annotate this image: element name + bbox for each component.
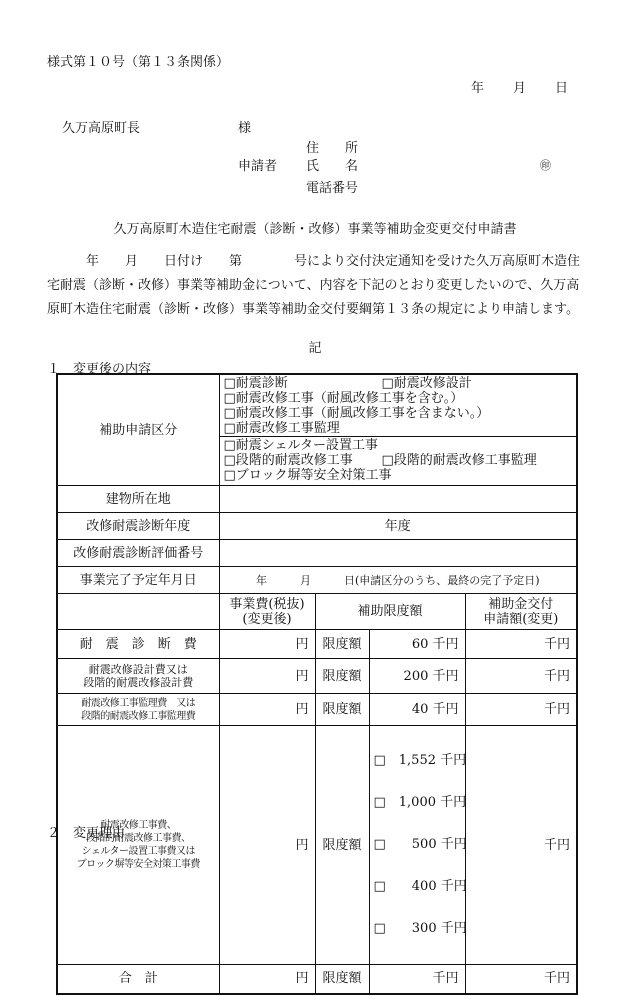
row-label-supervision: 耐震改修工事監理費 又は 段階的耐震改修工事監理費 [57, 694, 219, 726]
apply-field[interactable]: 千円 [465, 694, 577, 726]
date-month: 月 [513, 81, 527, 96]
checkbox-staged-supervision[interactable]: □段階的耐震改修工事監理 [381, 453, 537, 468]
diagnosis-year-field[interactable]: 年度 [219, 513, 577, 540]
construction-limit-options [369, 726, 465, 965]
diagnosis-year-label: 改修耐震診断年度 [57, 513, 219, 540]
total-cost-field[interactable]: 円 [219, 965, 315, 994]
date-year: 年 [471, 81, 485, 96]
checkbox-supervision[interactable]: □耐震改修工事監理 [223, 421, 340, 436]
limit-label: 限度額 [315, 630, 369, 659]
row-label-diagnosis: 耐 震 診 断 費 [57, 630, 219, 659]
applicant-name-label: 氏 名 [306, 159, 359, 174]
limit-value: 200 千円 [369, 659, 465, 694]
limit-label: 限度額 [315, 726, 369, 965]
col-cost-header: 事業費(税抜) (変更後) [219, 594, 315, 630]
total-apply-field[interactable]: 千円 [465, 965, 577, 994]
category-row-1 [57, 374, 577, 437]
section1-heading: １ 変更後の内容 [47, 362, 152, 377]
total-row [57, 965, 577, 994]
category-options-2 [219, 437, 577, 486]
body-text: 年 月 日付け 第 号により交付決定通知を受けた久万高原町木造住宅耐震（診断・改修）事業等補助金について、内容を下記のとおり変更したいので、久万高原町木造住宅耐震（診断・改修）事業等補助金交付要綱第１３条の規定により申請します。 [47, 254, 581, 317]
column-header-row [57, 594, 577, 630]
row-label-design: 耐震改修設計費又は 段階的耐震改修設計費 [57, 659, 219, 694]
checkbox-limit-400[interactable]: □ 400 千円 [373, 879, 467, 894]
applicant-address-label: 住 所 [306, 141, 359, 156]
row-label-construction: 耐震改修工事費、 段階的耐震改修工事費、 シェルター設置工事費又は ブロック塀等安全対策工事費 [57, 726, 219, 965]
addressee: 久万高原町長 [62, 121, 141, 136]
date-day: 日 [555, 81, 569, 96]
seal-mark: ㊞ [540, 159, 551, 172]
limit-value: 40 千円 [369, 694, 465, 726]
completion-date-label: 事業完了予定年月日 [57, 567, 219, 594]
section2-heading: ２ 変更理由 [47, 826, 126, 841]
applicant-label: 申請者 [238, 159, 278, 174]
ki-heading: 記 [308, 341, 322, 356]
checkbox-limit-300[interactable]: □ 300 千円 [373, 921, 467, 936]
checkbox-block-wall[interactable]: □ブロック塀等安全対策工事 [223, 468, 392, 483]
applicant-phone-label: 電話番号 [306, 181, 359, 196]
limit-label: 限度額 [315, 694, 369, 726]
cost-field[interactable]: 円 [219, 726, 315, 965]
category-options-1 [219, 374, 577, 437]
date-line [471, 77, 568, 96]
change-content-table [56, 373, 578, 995]
cost-field[interactable]: 円 [219, 659, 315, 694]
table-row [57, 659, 577, 694]
evaluation-number-row [57, 540, 577, 567]
checkbox-construction-no-wind[interactable]: □耐震改修工事（耐風改修工事を含まない。） [223, 406, 490, 421]
evaluation-number-label: 改修耐震診断評価番号 [57, 540, 219, 567]
checkbox-limit-1000[interactable]: □ 1,000 千円 [373, 795, 467, 810]
table-row [57, 694, 577, 726]
checkbox-construction-wind[interactable]: □耐震改修工事（耐風改修工事を含む。） [223, 391, 464, 406]
total-label: 合 計 [57, 965, 219, 994]
cost-field[interactable]: 円 [219, 630, 315, 659]
col-limit-header: 補助限度額 [315, 594, 465, 630]
building-location-field[interactable] [219, 486, 577, 513]
apply-field[interactable]: 千円 [465, 659, 577, 694]
col-apply-header: 補助金交付 申請額(変更) [465, 594, 577, 630]
table-row [57, 726, 577, 965]
completion-date-row [57, 567, 577, 594]
checkbox-limit-500[interactable]: □ 500 千円 [373, 837, 467, 852]
evaluation-number-field[interactable] [219, 540, 577, 567]
category-label: 補助申請区分 [57, 374, 219, 486]
checkbox-design[interactable]: □耐震改修設計 [381, 376, 472, 391]
total-limit-value: 千円 [369, 965, 465, 994]
checkbox-diagnosis[interactable]: □耐震診断 [223, 376, 288, 391]
checkbox-staged-construction[interactable]: □段階的耐震改修工事 [223, 453, 353, 468]
limit-label: 限度額 [315, 965, 369, 994]
cost-field[interactable]: 円 [219, 694, 315, 726]
building-location-row [57, 486, 577, 513]
apply-field[interactable]: 千円 [465, 630, 577, 659]
document-title: 久万高原町木造住宅耐震（診断・改修）事業等補助金変更交付申請書 [113, 222, 517, 237]
completion-date-field[interactable]: 年 月 日(申請区分のうち、最終の完了予定日) [219, 567, 577, 594]
checkbox-shelter[interactable]: □耐震シェルター設置工事 [223, 438, 379, 453]
apply-field[interactable]: 千円 [465, 726, 577, 965]
limit-value: 60 千円 [369, 630, 465, 659]
diagnosis-year-row [57, 513, 577, 540]
limit-label: 限度額 [315, 659, 369, 694]
checkbox-limit-1552[interactable]: □ 1,552 千円 [373, 753, 467, 768]
building-location-label: 建物所在地 [57, 486, 219, 513]
honorific: 様 [238, 121, 252, 136]
table-row [57, 630, 577, 659]
form-number: 様式第１０号（第１３条関係） [47, 55, 230, 70]
header-blank [57, 594, 219, 630]
